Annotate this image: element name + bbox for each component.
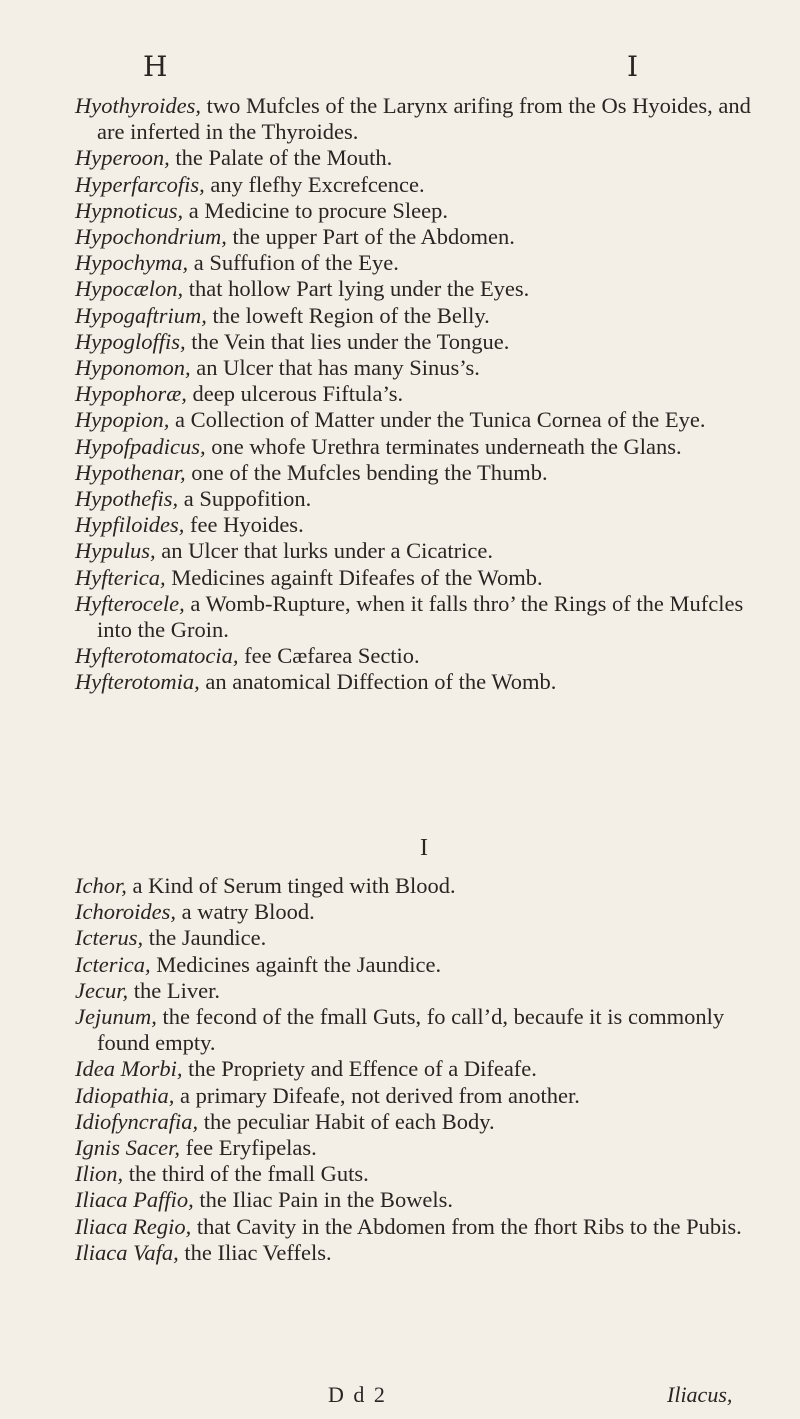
glossary-entry xyxy=(75,486,765,512)
entry-term: Hyfterotomatocia, xyxy=(75,643,239,669)
glossary-entry xyxy=(75,276,765,302)
entry-definition: a Kind of Serum tinged with Blood. xyxy=(126,873,456,898)
entry-definition: one of the Mufcles bending the Thumb. xyxy=(185,459,548,485)
entry-term: Jejunum, xyxy=(75,1004,157,1030)
glossary-entry xyxy=(75,952,765,978)
glossary-entry xyxy=(75,565,765,591)
entry-term: Hyothyroides, xyxy=(75,93,202,118)
glossary-entry xyxy=(75,93,765,145)
running-head-letter-left: H xyxy=(143,50,169,83)
entry-term: Idea Morbi, xyxy=(75,1056,183,1082)
entry-definition: that hollow Part lying under the Eyes. xyxy=(183,276,530,302)
glossary-entry xyxy=(75,460,765,486)
entry-term: Hypfiloides, xyxy=(75,512,185,538)
entry-term: Iliaca Regio, xyxy=(75,1213,192,1239)
entry-term: Hypothefis, xyxy=(75,486,179,512)
entry-definition: two Mufcles of the Larynx arifing from the Os Hyoides, and are inferted in the Thyroides. xyxy=(97,93,751,145)
glossary-section-i xyxy=(75,873,765,1266)
entry-term: Hyfterica, xyxy=(75,564,166,590)
entry-term: Hyponomon, xyxy=(75,355,191,381)
glossary-entry xyxy=(75,1240,765,1266)
entry-definition: deep ulcerous Fiftula’s. xyxy=(186,381,404,407)
entry-term: Hypogaftrium, xyxy=(75,302,207,328)
glossary-entry xyxy=(75,1161,765,1187)
entry-definition: an anatomical Diffection of the Womb. xyxy=(199,669,557,695)
entry-term: Hypnoticus, xyxy=(75,197,184,223)
glossary-entry xyxy=(75,899,765,925)
entry-term: Hypulus, xyxy=(75,538,156,564)
entry-definition: one whofe Urethra terminates underneath the Glans. xyxy=(205,433,682,459)
entry-definition: an Ulcer that lurks under a Cicatrice. xyxy=(155,538,493,564)
entry-term: Hypochondrium, xyxy=(75,224,227,250)
glossary-entry xyxy=(75,172,765,198)
glossary-entry xyxy=(75,1187,765,1213)
glossary-entry xyxy=(75,250,765,276)
glossary-entry xyxy=(75,978,765,1004)
entry-definition: a watry Blood. xyxy=(176,899,315,925)
entry-term: Hypochyma, xyxy=(75,250,189,276)
entry-term: Hypothenar, xyxy=(75,459,186,485)
glossary-entry xyxy=(75,538,765,564)
glossary-entry xyxy=(75,1004,765,1056)
glossary-entry xyxy=(75,355,765,381)
entry-definition: fee Hyoides. xyxy=(184,512,304,538)
entry-definition: a Collection of Matter under the Tunica Cornea of the Eye. xyxy=(169,407,706,433)
entry-definition: a Womb-Rupture, when it falls thro’ the Rings of the Mufcles into the Groin. xyxy=(97,590,744,643)
entry-term: Hypophoræ, xyxy=(75,381,187,407)
entry-term: Ilion, xyxy=(75,1161,124,1187)
glossary-entry xyxy=(75,925,765,951)
entry-term: Hyfterotomia, xyxy=(75,669,200,695)
entry-term: Ignis Sacer, xyxy=(75,1135,180,1161)
glossary-entry xyxy=(75,591,765,643)
glossary-entry xyxy=(75,643,765,669)
entry-term: Hypogloffis, xyxy=(75,328,186,354)
entry-definition: the Iliac Pain in the Bowels. xyxy=(193,1187,454,1213)
entry-definition: an Ulcer that has many Sinus’s. xyxy=(190,355,480,381)
entry-term: Ichoroides, xyxy=(75,899,177,925)
entry-term: Icterica, xyxy=(75,951,151,977)
entry-term: Ichor, xyxy=(75,873,127,898)
entry-definition: Medicines againft Difeafes of the Womb. xyxy=(165,564,543,590)
entry-definition: fee Cæfarea Sectio. xyxy=(238,643,420,669)
entry-term: Jecur, xyxy=(75,977,129,1003)
glossary-entry xyxy=(75,381,765,407)
entry-term: Hypocælon, xyxy=(75,276,184,302)
entry-definition: a Suppofition. xyxy=(178,486,312,512)
entry-term: Iliaca Vafa, xyxy=(75,1239,179,1265)
section-heading-i: I xyxy=(420,835,428,861)
entry-definition: the Palate of the Mouth. xyxy=(169,145,393,171)
entry-term: Icterus, xyxy=(75,925,144,951)
glossary-entry xyxy=(75,224,765,250)
glossary-entry xyxy=(75,145,765,171)
entry-term: Idiofyncrafia, xyxy=(75,1108,199,1134)
entry-definition: the Iliac Veffels. xyxy=(178,1239,332,1265)
entry-definition: the peculiar Habit of each Body. xyxy=(198,1108,495,1134)
entry-term: Hypofpadicus, xyxy=(75,433,206,459)
running-head-letter-right: I xyxy=(627,50,639,83)
glossary-entry xyxy=(75,669,765,695)
glossary-entry xyxy=(75,1083,765,1109)
entry-definition: the upper Part of the Abdomen. xyxy=(226,224,515,250)
entry-definition: any flefhy Excrefcence. xyxy=(204,171,425,197)
entry-term: Hyperfarcofis, xyxy=(75,171,205,197)
entry-definition: the Vein that lies under the Tongue. xyxy=(185,328,510,354)
signature-mark: D d 2 xyxy=(328,1382,387,1407)
entry-definition: a primary Difeafe, not derived from another. xyxy=(174,1082,580,1108)
entry-definition: fee Eryfipelas. xyxy=(180,1135,317,1161)
entry-term: Iliaca Paffio, xyxy=(75,1187,194,1213)
glossary-entry xyxy=(75,303,765,329)
entry-definition: a Suffufion of the Eye. xyxy=(188,250,399,276)
glossary-entry xyxy=(75,329,765,355)
glossary-entry xyxy=(75,1109,765,1135)
entry-definition: that Cavity in the Abdomen from the fhort Ribs to the Pubis. xyxy=(191,1213,742,1239)
entry-definition: the loweft Region of the Belly. xyxy=(206,302,490,328)
entry-definition: a Medicine to procure Sleep. xyxy=(183,197,449,223)
entry-definition: Medicines againft the Jaundice. xyxy=(150,951,442,977)
glossary-entry xyxy=(75,1135,765,1161)
glossary-entry xyxy=(75,1056,765,1082)
entry-definition: the Propriety and Effence of a Difeafe. xyxy=(182,1056,537,1082)
entry-term: Hyfterocele, xyxy=(75,590,185,616)
entry-term: Hyperoon, xyxy=(75,145,170,171)
entry-definition: the fecond of the fmall Guts, fo call’d, becaufe it is commonly found empty. xyxy=(97,1004,725,1056)
glossary-entry xyxy=(75,873,765,899)
catchword: Iliacus, xyxy=(667,1382,733,1407)
glossary-entry xyxy=(75,198,765,224)
glossary-entry xyxy=(75,407,765,433)
glossary-section-h xyxy=(75,93,765,696)
entry-definition: the Jaundice. xyxy=(143,925,267,951)
entry-definition: the third of the fmall Guts. xyxy=(123,1161,369,1187)
glossary-entry xyxy=(75,512,765,538)
glossary-entry xyxy=(75,434,765,460)
entry-term: Hypopion, xyxy=(75,407,170,433)
entry-definition: the Liver. xyxy=(128,977,220,1003)
glossary-entry xyxy=(75,1214,765,1240)
entry-term: Idiopathia, xyxy=(75,1082,175,1108)
